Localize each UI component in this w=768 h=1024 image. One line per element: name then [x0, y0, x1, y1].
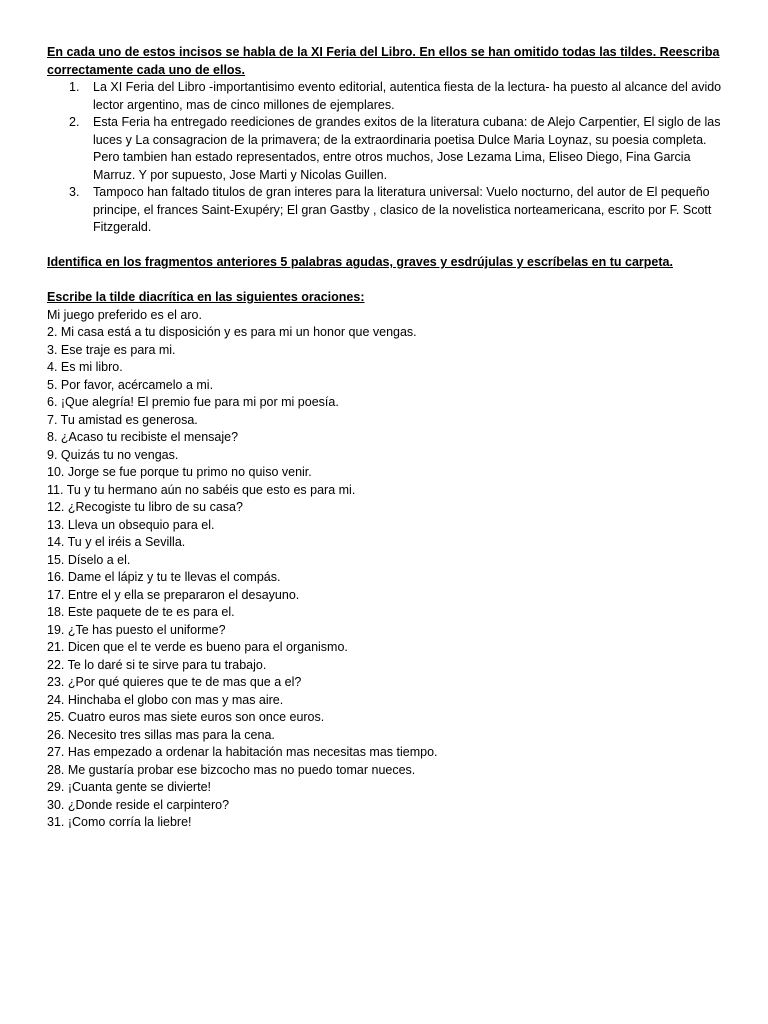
sentence-line: 28. Me gustaría probar ese bizcocho mas no puedo tomar nueces. — [47, 762, 416, 777]
sentence-line: 3. Ese traje es para mi. — [47, 342, 176, 357]
sentence-line: 2. Mi casa está a tu disposición y es para mi un honor que vengas. — [47, 325, 417, 339]
sentence-line: 19. ¿Te has puesto el uniforme? — [47, 622, 226, 637]
sentence-line: 8. ¿Acaso tu recibiste el mensaje? — [47, 430, 239, 444]
sentence-line: 24. Hinchaba el globo con mas y mas aire. — [47, 692, 284, 707]
sentence-line: 7. Tu amistad es generosa. — [47, 412, 198, 427]
sentence-line: 26. Necesito tres sillas mas para la cena. — [47, 727, 275, 742]
sentence-line: 23. ¿Por qué quieres que te de mas que a el? — [47, 675, 302, 689]
sentence-line: 30. ¿Donde reside el carpintero? — [47, 797, 230, 812]
section1-heading: En cada uno de estos incisos se habla de la XI Feria del Libro. En ellos se han omitido todas las tildes. Reescriba correctamente cada uno de ellos. — [47, 45, 720, 77]
sentence-line: 27. Has empezado a ordenar la habitación mas necesitas mas tiempo. — [47, 745, 438, 759]
section2-heading: Identifica en los fragmentos anteriores 5 palabras agudas, graves y esdrújulas y escríbelas en tu carpeta. — [47, 255, 673, 269]
sentence-line: 10. Jorge se fue porque tu primo no quiso venir. — [47, 465, 312, 479]
sentence-line: 17. Entre el y ella se prepararon el desayuno. — [47, 587, 300, 602]
sentence-line: 5. Por favor, acércamelo a mi. — [47, 377, 214, 392]
sentence-line: 22. Te lo daré si te sirve para tu trabajo. — [47, 657, 267, 672]
list-item-number: 3. — [69, 185, 80, 199]
sentence-line: 31. ¡Como corría la liebre! — [47, 815, 192, 829]
sentence-line: 6. ¡Que alegría! El premio fue para mi por mi poesía. — [47, 395, 339, 409]
sentence-line: 4. Es mi libro. — [47, 360, 123, 374]
list-item — [47, 184, 727, 237]
section3-heading: Escribe la tilde diacrítica en las siguientes oraciones: — [47, 290, 365, 304]
list-item-text: Tampoco han faltado titulos de gran interes para la literatura universal: Vuelo nocturno, del autor de El pequeño principe, el frances Saint-Exupéry; El gran Gastby , clasico de la novelistica norteamericana, escrito por F. Scott Fitzgerald. — [93, 185, 712, 234]
list-item — [47, 114, 727, 184]
list-item-text: La XI Feria del Libro -importantisimo evento editorial, autentica fiesta de la lectura- ha puesto al alcance del avido lector argentino, mas de cinco millones de ejemplares. — [93, 80, 722, 112]
sentence-line: 12. ¿Recogiste tu libro de su casa? — [47, 500, 243, 514]
sentences-list — [47, 307, 727, 832]
sentence-line: Mi juego preferido es el aro. — [47, 307, 202, 322]
list-item-number: 1. — [69, 80, 80, 94]
sentence-line: 16. Dame el lápiz y tu te llevas el compás. — [47, 570, 281, 584]
sentence-line: 13. Lleva un obsequio para el. — [47, 517, 215, 532]
sentence-line: 29. ¡Cuanta gente se divierte! — [47, 780, 211, 794]
sentence-line: 11. Tu y tu hermano aún no sabéis que esto es para mi. — [47, 482, 356, 497]
document-page — [47, 44, 727, 832]
incisos-list — [47, 79, 727, 237]
list-item-text: Esta Feria ha entregado reediciones de grandes exitos de la literatura cubana: de Alejo Carpentier, El siglo de las luces y La consagracion de la primavera; de la extraordinaria poetisa Dulce Maria Loynaz, su poesia completa. Pero tambien han estado representados, entre otros muchos, Jose Lezama Lima, Eliseo Diego, Fina Garcia Marruz. Y por supuesto, Jose Marti y Nicolas Guillen. — [93, 115, 721, 182]
list-item-number: 2. — [69, 115, 80, 129]
sentence-line: 15. Díselo a el. — [47, 552, 131, 567]
sentence-line: 21. Dicen que el te verde es bueno para el organismo. — [47, 640, 348, 654]
sentence-line: 9. Quizás tu no vengas. — [47, 447, 179, 462]
list-item — [47, 79, 727, 114]
sentence-line: 18. Este paquete de te es para el. — [47, 605, 235, 619]
sentence-line: 25. Cuatro euros mas siete euros son once euros. — [47, 710, 325, 724]
sentence-line: 14. Tu y el iréis a Sevilla. — [47, 535, 186, 549]
